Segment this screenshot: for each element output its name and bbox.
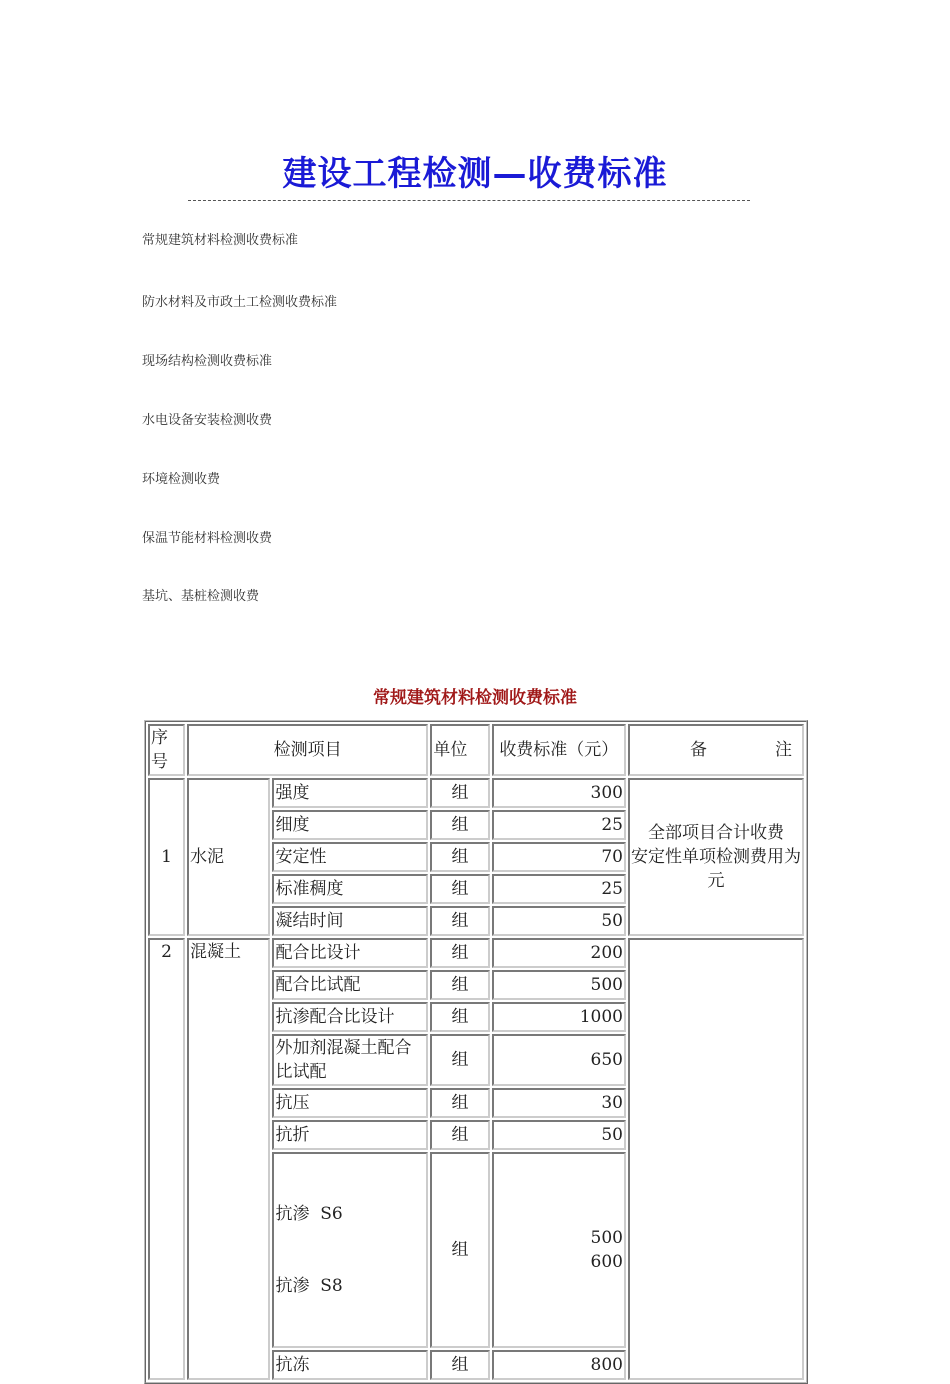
header-seq: 序号 — [148, 724, 185, 776]
item-unit: 组 — [430, 1152, 489, 1348]
item-fee-line: 600 — [590, 1252, 623, 1272]
note-line: 全部项目合计收费 — [647, 823, 784, 843]
table-header-row — [148, 724, 804, 776]
group-note — [628, 778, 804, 936]
item-unit: 组 — [430, 810, 489, 840]
link-mep-installation[interactable]: 水电设备安装检测收费 — [142, 413, 273, 428]
item-name-line: 抗渗 S8 — [275, 1276, 343, 1296]
item-fee: 650 — [492, 1034, 626, 1086]
header-note-b: 注 — [774, 740, 792, 760]
page-title: 建设工程检测—收费标准 — [282, 154, 668, 194]
item-unit: 组 — [430, 1088, 489, 1118]
item-unit: 组 — [430, 906, 489, 936]
header-note-a: 备 — [689, 740, 707, 760]
link-conventional-materials[interactable]: 常规建筑材料检测收费标准 — [142, 233, 299, 248]
group-note — [628, 938, 804, 1380]
group-name: 水泥 — [187, 778, 271, 936]
link-pit-pile[interactable]: 基坑、基桩检测收费 — [142, 589, 260, 604]
item-unit: 组 — [430, 778, 489, 808]
item-fee: 300 — [492, 778, 626, 808]
item-name: 细度 — [272, 810, 428, 840]
item-fee-line: 500 — [590, 1228, 623, 1248]
item-fee: 25 — [492, 810, 626, 840]
item-fee: 50 — [492, 906, 626, 936]
item-fee: 800 — [492, 1350, 626, 1380]
item-unit: 组 — [430, 1034, 489, 1086]
link-waterproof-materials[interactable]: 防水材料及市政土工检测收费标准 — [142, 295, 338, 310]
table-row — [148, 778, 804, 808]
item-fee: 30 — [492, 1088, 626, 1118]
item-unit: 组 — [430, 842, 489, 872]
item-unit: 组 — [430, 970, 489, 1000]
item-name — [272, 1034, 428, 1086]
note-line: 元 — [707, 871, 725, 891]
link-onsite-structure[interactable]: 现场结构检测收费标准 — [142, 354, 273, 369]
item-name: 抗渗配合比设计 — [272, 1002, 428, 1032]
fee-table — [144, 720, 808, 1384]
group-seq: 1 — [148, 778, 185, 936]
item-name-line: 比试配 — [275, 1062, 327, 1082]
item-unit: 组 — [430, 1002, 489, 1032]
item-name: 抗折 — [272, 1120, 428, 1150]
item-name-line: 外加剂混凝土配合 — [275, 1038, 412, 1058]
header-unit: 单位 — [430, 724, 489, 776]
item-fee: 500 — [492, 970, 626, 1000]
link-insulation-materials[interactable]: 保温节能材料检测收费 — [142, 531, 273, 546]
item-unit: 组 — [430, 1120, 489, 1150]
link-environment[interactable]: 环境检测收费 — [142, 472, 221, 487]
item-fee: 50 — [492, 1120, 626, 1150]
item-name-line: 抗渗 S6 — [275, 1204, 343, 1224]
item-unit: 组 — [430, 938, 489, 968]
table-row — [148, 938, 804, 968]
item-name: 标准稠度 — [272, 874, 428, 904]
item-fee: 200 — [492, 938, 626, 968]
group-name: 混凝土 — [187, 938, 271, 1380]
item-name: 配合比试配 — [272, 970, 428, 1000]
item-name: 抗冻 — [272, 1350, 428, 1380]
header-fee: 收费标准（元） — [492, 724, 626, 776]
header-note — [628, 724, 804, 776]
item-name: 配合比设计 — [272, 938, 428, 968]
item-unit: 组 — [430, 1350, 489, 1380]
item-name: 抗压 — [272, 1088, 428, 1118]
item-name: 安定性 — [272, 842, 428, 872]
item-fee — [492, 1152, 626, 1348]
item-fee: 1000 — [492, 1002, 626, 1032]
group-seq: 2 — [148, 938, 185, 1380]
item-unit: 组 — [430, 874, 489, 904]
header-item: 检测项目 — [187, 724, 428, 776]
dashed-separator — [188, 200, 750, 201]
item-fee: 70 — [492, 842, 626, 872]
item-name: 凝结时间 — [272, 906, 428, 936]
note-line: 安定性单项检测费用为 — [630, 847, 801, 867]
section-title: 常规建筑材料检测收费标准 — [373, 688, 577, 708]
item-name: 强度 — [272, 778, 428, 808]
item-fee: 25 — [492, 874, 626, 904]
item-name — [272, 1152, 428, 1348]
